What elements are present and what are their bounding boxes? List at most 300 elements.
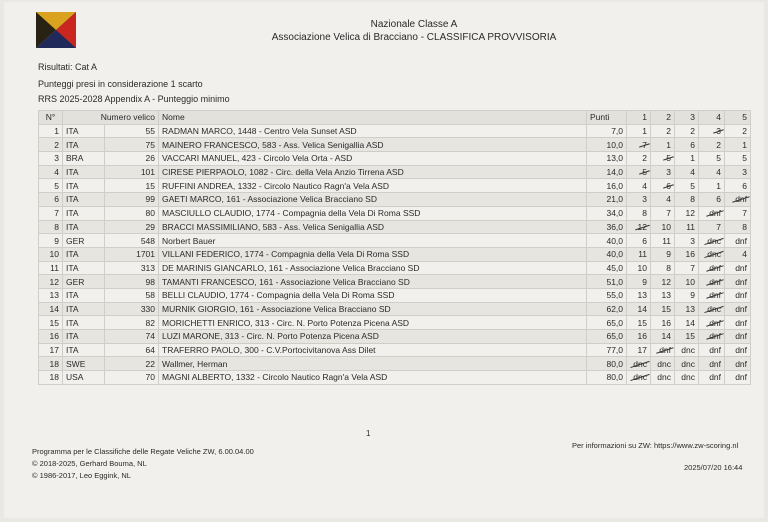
table-row	[39, 288, 751, 302]
discarded-score: dnf	[709, 262, 722, 273]
nationality-cell: ITA	[63, 206, 105, 220]
race-score: 11	[662, 235, 672, 246]
race-score: 4	[642, 180, 648, 191]
col-points: Punti	[587, 111, 627, 125]
table-row	[39, 371, 751, 385]
sail-number-cell: 313	[105, 261, 159, 275]
table-row	[39, 206, 751, 220]
race-1-cell	[627, 357, 651, 371]
sail-number-cell: 64	[105, 343, 159, 357]
race-4-cell	[699, 179, 725, 193]
pos-cell: 15	[39, 316, 63, 330]
race-score: 13	[661, 290, 672, 301]
sail-number-cell: 70	[105, 371, 159, 385]
pos-cell: 5	[39, 179, 63, 193]
col-race-5: 5	[725, 111, 751, 125]
race-3-cell	[675, 343, 699, 357]
nationality-cell: ITA	[63, 193, 105, 207]
footer-info: Per informazioni su ZW: https://www.zw-scoring.nl	[572, 441, 739, 450]
discarded-score: dnc	[707, 235, 722, 246]
discarded-score: dnf	[659, 345, 672, 356]
table-row	[39, 343, 751, 357]
race-score: 8	[666, 262, 672, 273]
results-sheet	[4, 2, 764, 518]
nationality-cell: ITA	[63, 138, 105, 152]
race-3-cell	[675, 330, 699, 344]
race-5-cell	[725, 302, 751, 316]
race-5-cell	[725, 234, 751, 248]
race-4-cell	[699, 247, 725, 261]
race-2-cell	[651, 247, 675, 261]
race-score: 14	[637, 303, 648, 314]
race-5-cell	[725, 193, 751, 207]
race-4-cell	[699, 371, 725, 385]
document-header	[204, 18, 624, 44]
competitor-name-cell: VILLANI FEDERICO, 1774 - Compagnia della Vela Di Roma SSD	[159, 247, 587, 261]
sail-number-cell: 15	[105, 179, 159, 193]
race-5-cell	[725, 152, 751, 166]
race-2-cell	[651, 152, 675, 166]
race-score: dnf	[735, 290, 748, 301]
race-4-cell	[699, 206, 725, 220]
class-title: Nazionale Classe A	[370, 19, 458, 30]
points-cell: 7,0	[587, 124, 627, 138]
table-row	[39, 330, 751, 344]
race-score: dnf	[735, 262, 748, 273]
race-1-cell	[627, 330, 651, 344]
sail-number-cell: 26	[105, 152, 159, 166]
competitor-name-cell: MASCIULLO CLAUDIO, 1774 - Compagnia della Vela Di Roma SSD	[159, 206, 587, 220]
race-3-cell	[675, 371, 699, 385]
race-2-cell	[651, 330, 675, 344]
race-score: 7	[690, 262, 696, 273]
table-row	[39, 275, 751, 289]
points-cell: 65,0	[587, 316, 627, 330]
race-score: 17	[637, 345, 648, 356]
race-score: dnf	[709, 345, 722, 356]
sail-number-cell: 548	[105, 234, 159, 248]
pos-cell: 13	[39, 288, 63, 302]
competitor-name-cell: DE MARINIS GIANCARLO, 161 - Associazione Velica Bracciano SD	[159, 261, 587, 275]
points-cell: 16,0	[587, 179, 627, 193]
race-5-cell	[725, 275, 751, 289]
race-score: 13	[637, 290, 648, 301]
discarded-score: 5	[666, 153, 672, 164]
race-2-cell	[651, 316, 675, 330]
race-score: dnf	[709, 358, 722, 369]
points-cell: 80,0	[587, 371, 627, 385]
race-score: dnf	[735, 345, 748, 356]
nationality-cell: ITA	[63, 124, 105, 138]
points-cell: 55,0	[587, 288, 627, 302]
race-4-cell	[699, 330, 725, 344]
nationality-cell: ITA	[63, 179, 105, 193]
race-score: 9	[690, 290, 696, 301]
nationality-cell: ITA	[63, 302, 105, 316]
race-score: 4	[690, 167, 696, 178]
pos-cell: 6	[39, 193, 63, 207]
race-2-cell	[651, 371, 675, 385]
col-sail-number: Numero velico	[63, 111, 159, 125]
competitor-name-cell: MAGNI ALBERTO, 1332 - Circolo Nautico Ragn'a Vela ASD	[159, 371, 587, 385]
race-2-cell	[651, 275, 675, 289]
pos-cell: 3	[39, 152, 63, 166]
race-score: dnc	[681, 358, 696, 369]
discarded-score: dnf	[709, 276, 722, 287]
race-score: 8	[742, 221, 748, 232]
discarded-score: dnc	[707, 303, 722, 314]
race-2-cell	[651, 357, 675, 371]
competitor-name-cell: LUZI MARONE, 313 - Circ. N. Porto Potenza Picena ASD	[159, 330, 587, 344]
table-header-row	[39, 111, 751, 125]
race-4-cell	[699, 220, 725, 234]
race-score: 10	[661, 221, 672, 232]
race-2-cell	[651, 165, 675, 179]
race-score: 11	[686, 221, 696, 232]
race-score: 4	[716, 167, 722, 178]
race-score: 12	[661, 276, 672, 287]
race-3-cell	[675, 288, 699, 302]
race-2-cell	[651, 179, 675, 193]
race-1-cell	[627, 343, 651, 357]
discarded-score: dnf	[709, 208, 722, 219]
points-cell: 13,0	[587, 152, 627, 166]
table-row	[39, 261, 751, 275]
race-score: dnf	[735, 331, 748, 342]
table-row	[39, 357, 751, 371]
race-score: 4	[666, 194, 672, 205]
footer-copyright-2: © 1986-2017, Leo Eggink, NL	[32, 471, 131, 480]
pos-cell: 8	[39, 220, 63, 234]
sail-number-cell: 29	[105, 220, 159, 234]
sail-number-cell: 75	[105, 138, 159, 152]
race-score: 6	[642, 235, 648, 246]
competitor-name-cell: MAINERO FRANCESCO, 583 - Ass. Velica Senigallia ASD	[159, 138, 587, 152]
race-3-cell	[675, 193, 699, 207]
pos-cell: 10	[39, 247, 63, 261]
points-cell: 21,0	[587, 193, 627, 207]
race-1-cell	[627, 234, 651, 248]
pos-cell: 14	[39, 302, 63, 316]
race-score: 3	[666, 167, 672, 178]
pos-cell: 18	[39, 371, 63, 385]
race-score: dnf	[735, 372, 748, 383]
sail-number-cell: 101	[105, 165, 159, 179]
race-5-cell	[725, 330, 751, 344]
nationality-cell: ITA	[63, 343, 105, 357]
discarded-score: dnc	[633, 372, 648, 383]
sail-number-cell: 82	[105, 316, 159, 330]
race-1-cell	[627, 206, 651, 220]
table-row	[39, 234, 751, 248]
table-row	[39, 220, 751, 234]
race-score: 4	[742, 249, 748, 260]
race-score: 16	[661, 317, 672, 328]
discarded-score: dnc	[633, 358, 648, 369]
race-5-cell	[725, 124, 751, 138]
pos-cell: 9	[39, 234, 63, 248]
nationality-cell: ITA	[63, 165, 105, 179]
race-score: dnf	[735, 317, 748, 328]
pos-cell: 4	[39, 165, 63, 179]
race-4-cell	[699, 275, 725, 289]
sail-number-cell: 22	[105, 357, 159, 371]
race-5-cell	[725, 261, 751, 275]
discard-note: Punteggi presi in considerazione 1 scarto	[38, 79, 203, 89]
race-score: 8	[642, 208, 648, 219]
points-cell: 36,0	[587, 220, 627, 234]
discarded-score: 5	[642, 167, 648, 178]
sail-number-cell: 98	[105, 275, 159, 289]
race-score: dnc	[681, 372, 696, 383]
race-1-cell	[627, 275, 651, 289]
race-3-cell	[675, 275, 699, 289]
points-cell: 77,0	[587, 343, 627, 357]
sail-number-cell: 99	[105, 193, 159, 207]
race-score: 5	[690, 180, 696, 191]
race-score: 5	[742, 153, 748, 164]
race-score: dnc	[657, 358, 672, 369]
race-5-cell	[725, 220, 751, 234]
competitor-name-cell: TRAFERRO PAOLO, 300 - C.V.Portocivitanova Ass Dilet	[159, 343, 587, 357]
footer-copyright-1: © 2018-2025, Gerhard Bouma, NL	[32, 459, 147, 468]
race-score: 10	[685, 276, 696, 287]
race-1-cell	[627, 316, 651, 330]
competitor-name-cell: VACCARI MANUEL, 423 - Circolo Vela Orta - ASD	[159, 152, 587, 166]
competitor-name-cell: MURNIK GIORGIO, 161 - Associazione Velica Bracciano SD	[159, 302, 587, 316]
pos-cell: 7	[39, 206, 63, 220]
race-1-cell	[627, 220, 651, 234]
table-row	[39, 138, 751, 152]
race-score: 9	[666, 249, 672, 260]
race-score: 1	[666, 139, 672, 150]
race-score: 6	[742, 180, 748, 191]
table-row	[39, 247, 751, 261]
competitor-name-cell: TAMANTI FRANCESCO, 161 - Associazione Velica Bracciano SD	[159, 275, 587, 289]
points-cell: 40,0	[587, 234, 627, 248]
footer-program: Programma per le Classifiche delle Regate Veliche ZW, 6.00.04.00	[32, 447, 254, 456]
points-cell: 14,0	[587, 165, 627, 179]
nationality-cell: ITA	[63, 220, 105, 234]
sail-number-cell: 55	[105, 124, 159, 138]
race-4-cell	[699, 193, 725, 207]
race-score: 6	[716, 194, 722, 205]
race-score: dnf	[735, 303, 748, 314]
race-score: 7	[742, 208, 748, 219]
race-1-cell	[627, 247, 651, 261]
race-score: 1	[716, 180, 722, 191]
nationality-cell: ITA	[63, 247, 105, 261]
race-4-cell	[699, 165, 725, 179]
race-1-cell	[627, 193, 651, 207]
table-row	[39, 124, 751, 138]
race-4-cell	[699, 343, 725, 357]
nationality-cell: ITA	[63, 330, 105, 344]
race-2-cell	[651, 288, 675, 302]
class-flag-logo	[36, 12, 76, 48]
points-cell: 62,0	[587, 302, 627, 316]
competitor-name-cell: CIRESE PIERPAOLO, 1082 - Circ. della Vela Anzio Tirrena ASD	[159, 165, 587, 179]
pos-cell: 18	[39, 357, 63, 371]
race-score: 2	[716, 139, 722, 150]
race-4-cell	[699, 288, 725, 302]
race-score: 3	[690, 235, 696, 246]
race-4-cell	[699, 316, 725, 330]
discarded-score: dnc	[707, 249, 722, 260]
race-2-cell	[651, 343, 675, 357]
race-score: 12	[685, 208, 696, 219]
race-1-cell	[627, 165, 651, 179]
race-score: dnf	[709, 372, 722, 383]
col-position: N°	[39, 111, 63, 125]
race-score: 2	[690, 126, 696, 137]
race-4-cell	[699, 302, 725, 316]
nationality-cell: SWE	[63, 357, 105, 371]
discarded-score: 3	[716, 126, 722, 137]
discarded-score: dnf	[735, 194, 748, 205]
race-4-cell	[699, 138, 725, 152]
competitor-name-cell: Norbert Bauer	[159, 234, 587, 248]
race-2-cell	[651, 206, 675, 220]
nationality-cell: ITA	[63, 316, 105, 330]
competitor-name-cell: Wallmer, Herman	[159, 357, 587, 371]
competitor-name-cell: MORICHETTI ENRICO, 313 - Circ. N. Porto Potenza Picena ASD	[159, 316, 587, 330]
discarded-score: dnf	[709, 331, 722, 342]
race-score: 16	[637, 331, 648, 342]
points-cell: 40,0	[587, 247, 627, 261]
race-4-cell	[699, 124, 725, 138]
race-score: 13	[685, 303, 696, 314]
points-cell: 80,0	[587, 357, 627, 371]
discarded-score: 12	[637, 221, 648, 232]
nationality-cell: USA	[63, 371, 105, 385]
race-3-cell	[675, 247, 699, 261]
race-score: dnf	[735, 358, 748, 369]
competitor-name-cell: RUFFINI ANDREA, 1332 - Circolo Nautico Ragn'a Vela ASD	[159, 179, 587, 193]
race-5-cell	[725, 316, 751, 330]
rules-note: RRS 2025-2028 Appendix A - Punteggio minimo	[38, 94, 230, 104]
race-score: 14	[661, 331, 672, 342]
race-3-cell	[675, 152, 699, 166]
race-1-cell	[627, 179, 651, 193]
race-3-cell	[675, 261, 699, 275]
competitor-name-cell: GAETI MARCO, 161 - Associazione Velica Bracciano SD	[159, 193, 587, 207]
race-score: 15	[661, 303, 672, 314]
race-2-cell	[651, 124, 675, 138]
race-score: 15	[637, 317, 648, 328]
discarded-score: dnf	[709, 317, 722, 328]
discarded-score: 6	[666, 180, 672, 191]
results-category: Risultati: Cat A	[38, 62, 98, 72]
race-score: 15	[685, 331, 696, 342]
col-name: Nome	[159, 111, 587, 125]
race-score: 1	[742, 139, 748, 150]
discarded-score: 7	[642, 139, 648, 150]
sail-number-cell: 1701	[105, 247, 159, 261]
race-score: 1	[642, 126, 648, 137]
race-3-cell	[675, 357, 699, 371]
race-score: 16	[685, 249, 696, 260]
race-score: 11	[638, 249, 648, 260]
race-1-cell	[627, 124, 651, 138]
race-score: dnf	[735, 235, 748, 246]
col-race-3: 3	[675, 111, 699, 125]
race-score: 10	[637, 262, 648, 273]
race-3-cell	[675, 165, 699, 179]
race-3-cell	[675, 302, 699, 316]
pos-cell: 12	[39, 275, 63, 289]
points-cell: 45,0	[587, 261, 627, 275]
race-score: 7	[666, 208, 672, 219]
race-3-cell	[675, 220, 699, 234]
race-1-cell	[627, 302, 651, 316]
race-5-cell	[725, 165, 751, 179]
race-5-cell	[725, 371, 751, 385]
points-cell: 51,0	[587, 275, 627, 289]
pos-cell: 17	[39, 343, 63, 357]
race-5-cell	[725, 357, 751, 371]
race-1-cell	[627, 371, 651, 385]
race-1-cell	[627, 288, 651, 302]
pos-cell: 1	[39, 124, 63, 138]
race-score: dnc	[657, 372, 672, 383]
race-5-cell	[725, 206, 751, 220]
pos-cell: 16	[39, 330, 63, 344]
race-score: 9	[642, 276, 648, 287]
race-score: 3	[642, 194, 648, 205]
points-cell: 10,0	[587, 138, 627, 152]
race-score: dnf	[735, 276, 748, 287]
race-4-cell	[699, 152, 725, 166]
sail-number-cell: 80	[105, 206, 159, 220]
race-score: 14	[685, 317, 696, 328]
table-row	[39, 316, 751, 330]
race-5-cell	[725, 343, 751, 357]
col-race-4: 4	[699, 111, 725, 125]
race-5-cell	[725, 247, 751, 261]
race-2-cell	[651, 220, 675, 234]
sail-number-cell: 58	[105, 288, 159, 302]
race-score: 2	[642, 153, 648, 164]
race-score: 6	[690, 139, 696, 150]
competitor-name-cell: RADMAN MARCO, 1448 - Centro Vela Sunset ASD	[159, 124, 587, 138]
race-score: 2	[742, 126, 748, 137]
race-3-cell	[675, 124, 699, 138]
race-4-cell	[699, 261, 725, 275]
results-table	[38, 110, 751, 385]
race-4-cell	[699, 234, 725, 248]
race-3-cell	[675, 316, 699, 330]
race-2-cell	[651, 138, 675, 152]
race-1-cell	[627, 152, 651, 166]
race-1-cell	[627, 261, 651, 275]
race-3-cell	[675, 206, 699, 220]
table-row	[39, 193, 751, 207]
nationality-cell: BRA	[63, 152, 105, 166]
points-cell: 34,0	[587, 206, 627, 220]
discarded-score: dnf	[709, 290, 722, 301]
sail-number-cell: 330	[105, 302, 159, 316]
table-row	[39, 165, 751, 179]
nationality-cell: ITA	[63, 261, 105, 275]
competitor-name-cell: BRACCI MASSIMILIANO, 583 - Ass. Velica Senigallia ASD	[159, 220, 587, 234]
points-cell: 65,0	[587, 330, 627, 344]
race-2-cell	[651, 302, 675, 316]
nationality-cell: GER	[63, 234, 105, 248]
page-number: 1	[366, 429, 371, 438]
regatta-title: Associazione Velica di Bracciano - CLASSIFICA PROVVISORIA	[271, 32, 557, 43]
footer-datetime: 2025/07/20 16:44	[684, 463, 743, 472]
